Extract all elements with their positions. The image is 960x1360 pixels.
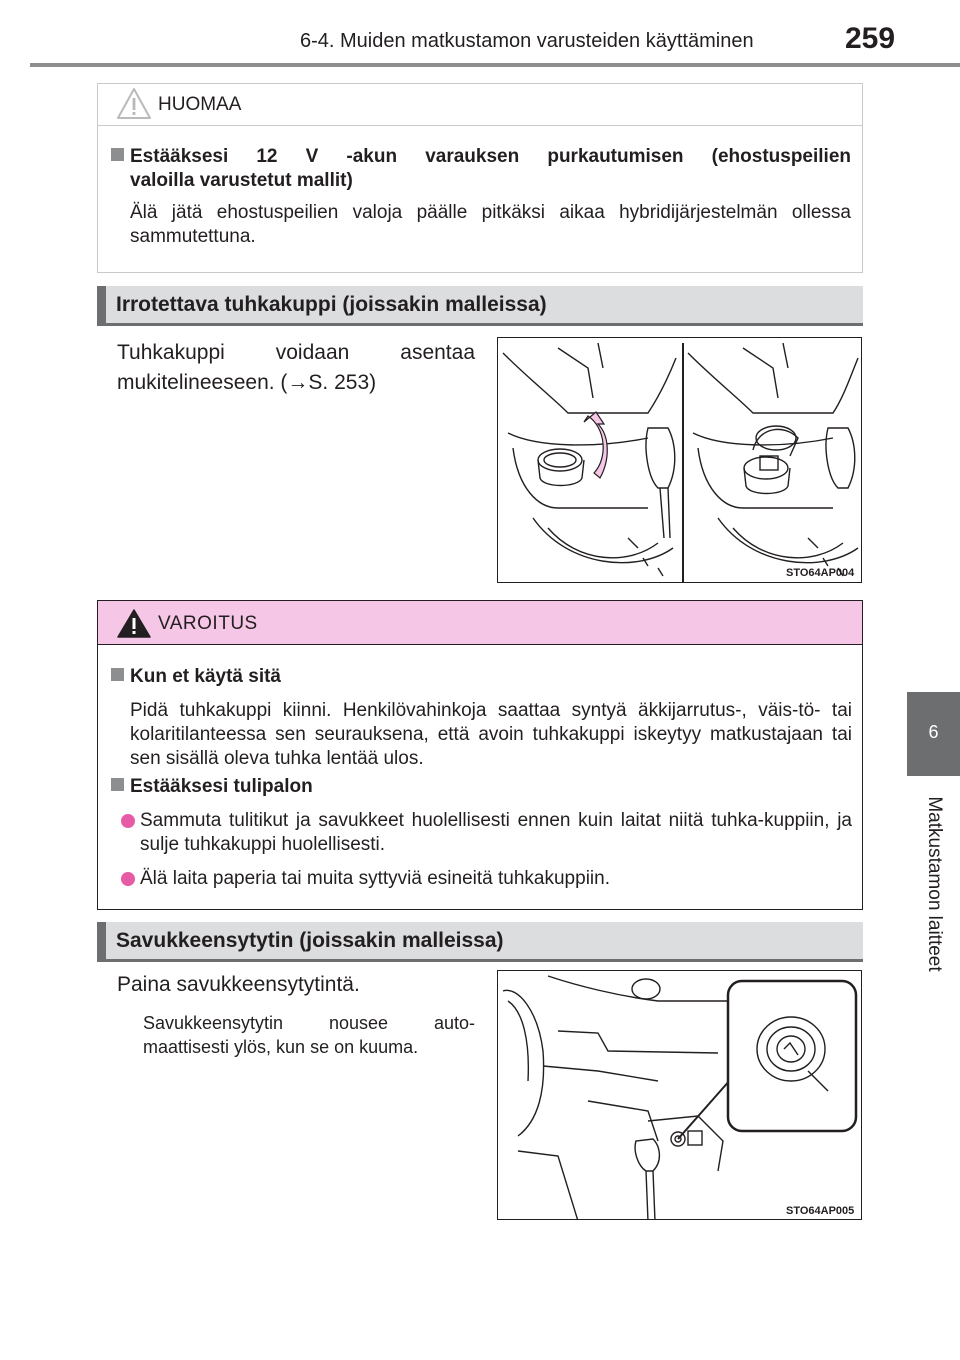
notice-header: [98, 84, 862, 126]
figure-code-ashtray: STO64AP004: [786, 567, 855, 579]
section-lighter-title-text: Savukkeensytytin (joissakin malleissa): [116, 929, 504, 952]
chapter-label-text: Matkustamon laitteet: [924, 796, 945, 972]
warning-bullet-1: [111, 809, 852, 857]
warning-item-2: [111, 775, 852, 891]
ashtray-illustration: [498, 338, 862, 583]
warning-item-1: [111, 665, 852, 771]
notice-box: [97, 83, 863, 273]
section-ashtray-title-text: Irrotettava tuhkakuppi (joissakin malleissa): [116, 293, 547, 316]
lighter-subtext: Savukkeensytytin nousee auto-maattisesti ylös, kun se on kuuma.: [143, 1013, 475, 1057]
warning-item-1-text: Pidä tuhkakuppi kiinni. Henkilövahinkoja saattaa syntyä äkkijarrutus-, väis-tö- tai kolaritilanteessa sen seurauksena, että avoin tuhkakuppi iskeytyy matkustajaan tai sen sisällä oleva tuhka lentää ulos.: [130, 700, 852, 769]
warning-item-2-heading: Estääksesi tulipalon: [130, 776, 313, 797]
square-bullet-icon: [111, 148, 124, 161]
warning-box: [97, 600, 863, 910]
notice-heading-line2: valoilla varustetut mallit): [130, 170, 353, 191]
section-ashtray-title: [97, 286, 863, 326]
ashtray-text-line1: Tuhkakuppi voidaan asentaa: [117, 341, 475, 364]
section-lighter-title: [97, 922, 863, 962]
chapter-tab: [907, 692, 960, 776]
lighter-figure: [497, 970, 862, 1220]
notice-label: HUOMAA: [158, 94, 242, 115]
lighter-illustration: [498, 971, 862, 1220]
notice-heading: [111, 145, 851, 193]
warning-label: VAROITUS: [158, 613, 258, 634]
square-bullet-icon: [111, 778, 124, 791]
page-number: 259: [845, 22, 896, 55]
caution-outline-icon: [116, 87, 152, 121]
chapter-number: 6: [928, 722, 939, 742]
circle-bullet-icon: [121, 814, 135, 828]
ashtray-text-line2: mukitelineeseen. (→S. 253): [117, 371, 377, 394]
warning-bullet-2-text: Älä laita paperia tai muita syttyviä esineitä tuhkakuppiin.: [140, 868, 610, 889]
ashtray-text: [117, 338, 475, 398]
ashtray-figure: [497, 337, 862, 583]
warning-bullet-1-text: Sammuta tulitikut ja savukkeet huolellisesti ennen kuin laitat niitä tuhka-kuppiin, ja sulje tuhkakuppi huolellisesti.: [140, 810, 852, 855]
chapter-label: [914, 784, 954, 984]
warning-triangle-icon: [116, 609, 152, 639]
warning-bullet-2: [111, 867, 852, 891]
running-header: 6-4. Muiden matkustamon varusteiden käyttäminen: [300, 30, 754, 52]
notice-text: Älä jätä ehostuspeilien valoja päälle pitkäksi aikaa hybridijärjestelmän ollessa sammutettuna.: [130, 202, 851, 247]
warning-item-1-heading: Kun et käytä sitä: [130, 666, 281, 687]
square-bullet-icon: [111, 668, 124, 681]
header-rule: [30, 63, 960, 67]
notice-heading-line1: Estääksesi 12 V -akun varauksen purkautumisen (ehostuspeilien: [130, 146, 851, 167]
figure-code-lighter: STO64AP005: [786, 1205, 855, 1217]
circle-bullet-icon: [121, 872, 135, 886]
warning-header: [98, 601, 862, 645]
lighter-text: Paina savukkeensytytintä.: [117, 973, 360, 996]
